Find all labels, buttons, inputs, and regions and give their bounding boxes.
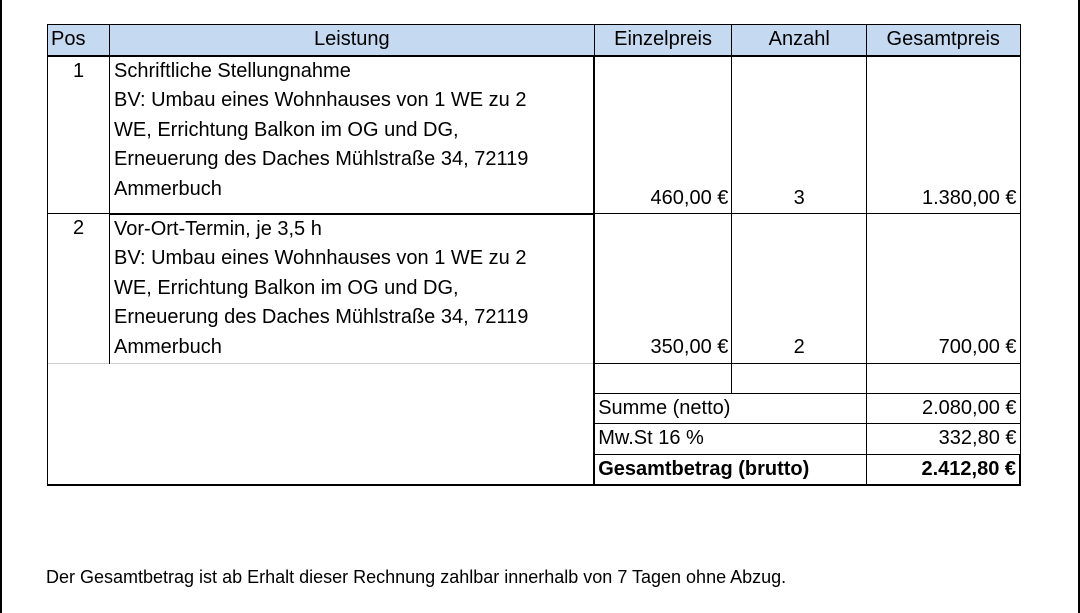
empty-cell [594, 363, 732, 393]
header-quantity: Anzahl [732, 25, 867, 56]
item-pos: 1 [48, 56, 110, 214]
item-description-line: Ammerbuch [114, 177, 222, 200]
empty-row [48, 363, 1021, 393]
item-description-line: Erneuerung des Daches Mühlstraße 34, 72119 [114, 148, 529, 170]
item-description-line: Ammerbuch [114, 335, 222, 358]
gross-total-label: Gesamtbetrag (brutto) [594, 454, 866, 485]
payment-terms-note: Der Gesamtbetrag ist ab Erhalt dieser Rechnung zahlbar innerhalb von 7 Tagen ohne Abzug. [46, 567, 787, 587]
item-total-price: 1.380,00 € [866, 56, 1020, 214]
header-unit-price: Einzelpreis [594, 25, 732, 56]
header-total-price: Gesamtpreis [866, 25, 1020, 56]
item-quantity: 3 [732, 56, 867, 214]
table-row [48, 56, 1021, 214]
empty-cell [732, 363, 867, 393]
item-description-line: WE, Errichtung Balkon im OG und DG, [114, 118, 459, 141]
net-sum-label: Summe (netto) [594, 393, 866, 424]
gross-total-value: 2.412,80 € [866, 454, 1020, 485]
item-unit-price: 350,00 € [594, 214, 732, 364]
item-unit-price: 460,00 € [594, 56, 732, 214]
item-description-line: Schriftliche Stellungnahme [114, 59, 351, 82]
item-total-price: 700,00 € [866, 214, 1020, 364]
item-description-line: Vor-Ort-Termin, je 3,5 h [114, 217, 322, 240]
invoice-table [47, 24, 1021, 486]
header-service: Leistung [110, 25, 595, 56]
item-description-line: BV: Umbau eines Wohnhauses von 1 WE zu 2 [114, 89, 527, 111]
empty-cell [866, 363, 1020, 393]
item-pos: 2 [48, 214, 110, 364]
net-sum-value: 2.080,00 € [866, 393, 1020, 424]
header-pos: Pos [48, 25, 110, 56]
table-header-row [48, 25, 1021, 56]
page-border-left [0, 0, 2, 613]
vat-label: Mw.St 16 % [594, 424, 866, 455]
table-row [48, 214, 1021, 364]
item-quantity: 2 [732, 214, 867, 364]
item-description [110, 56, 595, 214]
item-description [110, 214, 595, 364]
item-description-line: WE, Errichtung Balkon im OG und DG, [114, 276, 459, 299]
blank-area [48, 363, 595, 485]
vat-value: 332,80 € [866, 424, 1020, 455]
item-description-line: Erneuerung des Daches Mühlstraße 34, 72119 [114, 306, 529, 328]
item-description-line: BV: Umbau eines Wohnhauses von 1 WE zu 2 [114, 247, 527, 269]
